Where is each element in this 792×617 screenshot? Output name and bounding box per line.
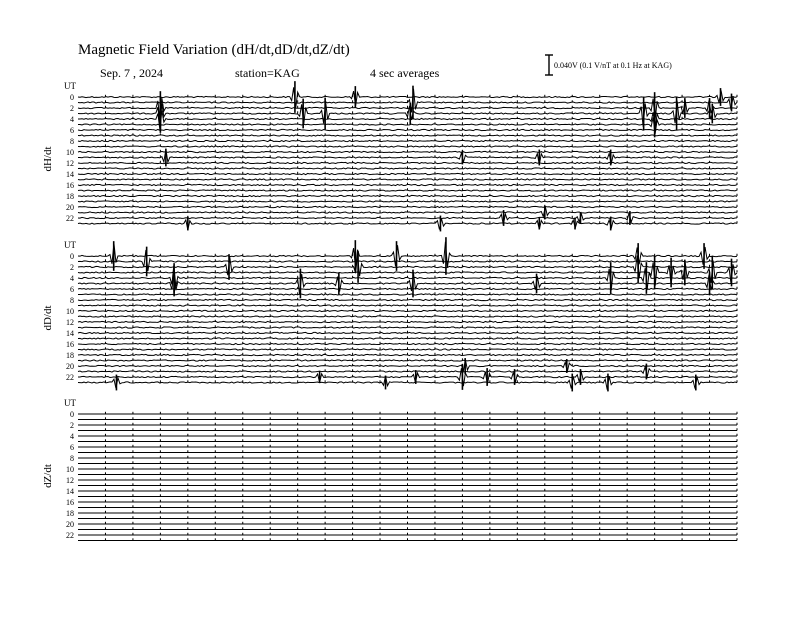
hour-label: 0 bbox=[70, 93, 74, 102]
hour-label: 6 bbox=[70, 443, 74, 452]
hour-label: 16 bbox=[66, 340, 74, 349]
trace-line bbox=[78, 218, 737, 229]
scale-bar-label: 0.040V (0.1 V/nT at 0.1 Hz at KAG) bbox=[554, 61, 672, 70]
panel-dz-dt bbox=[42, 398, 737, 541]
hour-label: 16 bbox=[66, 498, 74, 507]
hour-label: 0 bbox=[70, 410, 74, 419]
hour-label: 4 bbox=[70, 115, 74, 124]
panels-group bbox=[42, 81, 737, 541]
hour-label: 12 bbox=[66, 476, 74, 485]
hour-label: 20 bbox=[66, 203, 74, 212]
trace-line bbox=[78, 117, 737, 134]
hour-label: 18 bbox=[66, 351, 74, 360]
hour-label: 4 bbox=[70, 432, 74, 441]
hour-label: 18 bbox=[66, 192, 74, 201]
trace-line bbox=[78, 376, 737, 390]
panel-dd-dt bbox=[42, 237, 737, 391]
date-label: Sep. 7 , 2024 bbox=[100, 66, 163, 80]
hour-label: 10 bbox=[66, 148, 74, 157]
scale-bar bbox=[545, 55, 672, 75]
hour-label: 10 bbox=[66, 307, 74, 316]
hour-label: 6 bbox=[70, 126, 74, 135]
hour-label: 12 bbox=[66, 318, 74, 327]
hour-label: 20 bbox=[66, 520, 74, 529]
y-axis-label: dZ/dt bbox=[42, 464, 54, 488]
station-label: station=KAG bbox=[235, 66, 300, 80]
hour-label: 12 bbox=[66, 159, 74, 168]
hour-label: 20 bbox=[66, 362, 74, 371]
trace-line bbox=[78, 87, 737, 108]
hour-label: 22 bbox=[66, 373, 74, 382]
hour-label: 2 bbox=[70, 263, 74, 272]
hour-label: 2 bbox=[70, 104, 74, 113]
hour-label: 22 bbox=[66, 214, 74, 223]
y-axis-label: dD/dt bbox=[42, 305, 54, 331]
panel-dh-dt bbox=[42, 81, 737, 231]
hour-label: 8 bbox=[70, 137, 74, 146]
averaging-label: 4 sec averages bbox=[370, 66, 440, 80]
ut-label: UT bbox=[64, 398, 76, 408]
hour-label: 18 bbox=[66, 509, 74, 518]
hour-label: 14 bbox=[66, 329, 74, 338]
hour-label: 16 bbox=[66, 181, 74, 190]
hour-label: 8 bbox=[70, 454, 74, 463]
y-axis-label: dH/dt bbox=[42, 146, 54, 172]
hour-label: 4 bbox=[70, 274, 74, 283]
chart-title: Magnetic Field Variation (dH/dt,dD/dt,dZ/dt) bbox=[78, 42, 350, 58]
ut-label: UT bbox=[64, 240, 76, 250]
ut-label: UT bbox=[64, 81, 76, 91]
hour-label: 6 bbox=[70, 285, 74, 294]
hour-label: 2 bbox=[70, 421, 74, 430]
hour-label: 10 bbox=[66, 465, 74, 474]
hour-label: 0 bbox=[70, 252, 74, 261]
hour-label: 14 bbox=[66, 487, 74, 496]
hour-label: 22 bbox=[66, 531, 74, 540]
hour-label: 14 bbox=[66, 170, 74, 179]
hour-label: 8 bbox=[70, 296, 74, 305]
